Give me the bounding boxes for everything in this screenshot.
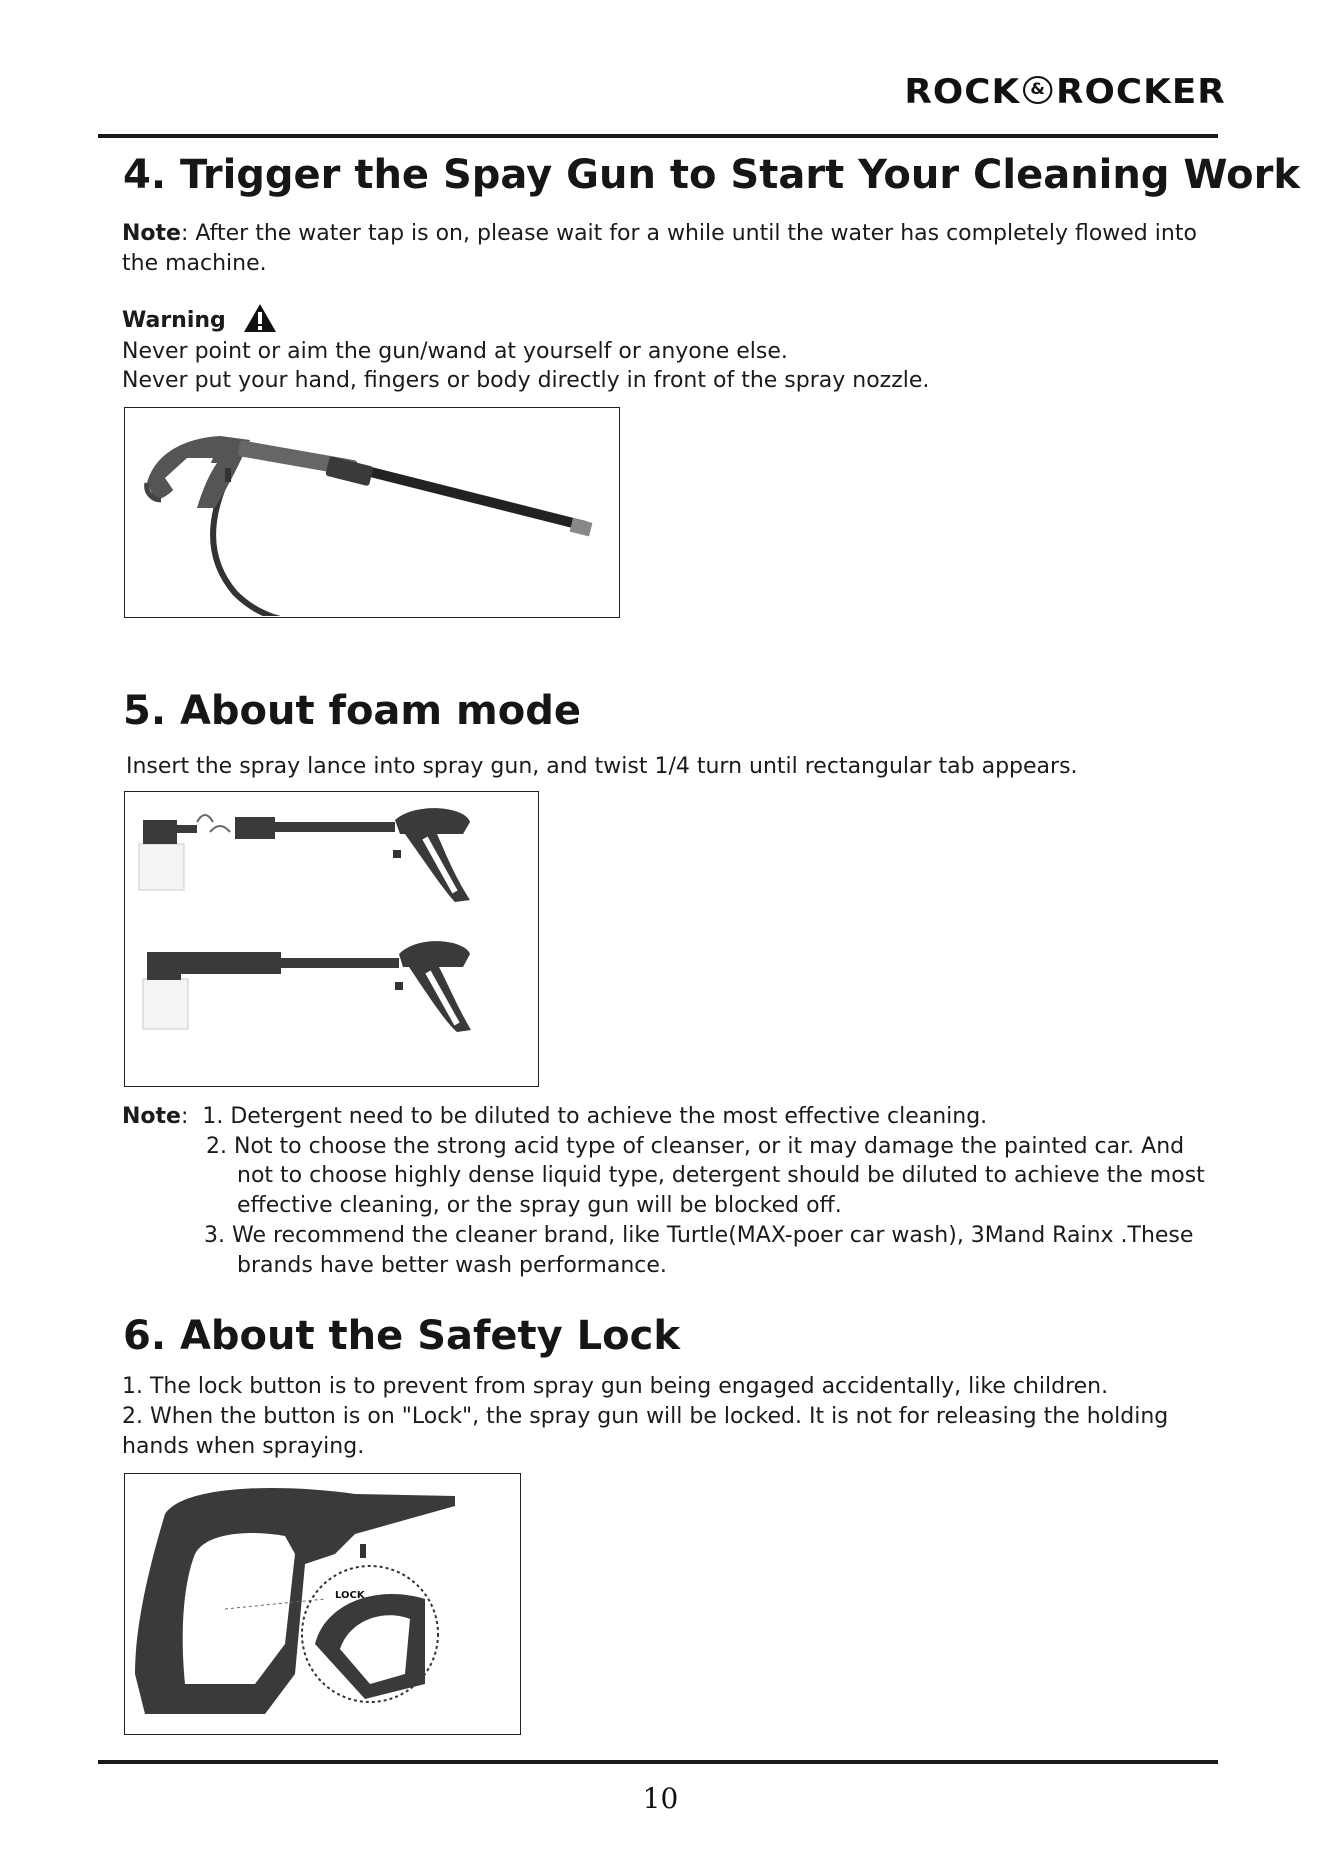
warning-triangle-icon	[243, 303, 277, 333]
note-label: Note	[122, 221, 181, 246]
foam-illustration	[125, 792, 537, 1085]
section5-intro: Insert the spray lance into spray gun, and twist 1/4 turn until rectangular tab appears.	[126, 754, 1078, 779]
warning-label: Warning	[122, 308, 226, 333]
brand-amp: &	[1023, 76, 1052, 104]
lock-label: LOCK	[335, 1590, 365, 1601]
section4-note	[122, 219, 1197, 249]
section5-note-row-1: Note: 1. Detergent need to be diluted to achieve the most effective cleaning.	[122, 1104, 988, 1129]
safety-lock-illustration	[125, 1474, 519, 1733]
section5-title: 5. About foam mode	[123, 688, 581, 734]
brand-logo	[904, 72, 1225, 112]
brand-right: ROCKER	[1055, 72, 1226, 112]
note-item: effective cleaning, or the spray gun will be blocked off.	[237, 1193, 842, 1218]
spray-gun-image	[124, 407, 620, 618]
note-item: not to choose highly dense liquid type, detergent should be diluted to achieve the most	[237, 1163, 1205, 1188]
brand-left: ROCK	[904, 72, 1021, 112]
spray-gun-illustration	[125, 408, 618, 616]
warning-line-1: Never point or aim the gun/wand at yourself or anyone else.	[122, 339, 788, 364]
note-item: 1. Detergent need to be diluted to achieve the most effective cleaning.	[202, 1104, 988, 1129]
section5-note-label: Note	[122, 1104, 181, 1129]
foam-mode-image	[124, 791, 539, 1087]
note-text: : After the water tap is on, please wait for a while until the water has completely flowed into	[180, 221, 1197, 246]
unlock-label: UNLOCK	[187, 1608, 234, 1619]
section4-title: 4. Trigger the Spay Gun to Start Your Cleaning Work	[123, 152, 1300, 198]
safety-lock-image	[124, 1473, 521, 1735]
note-item: brands have better wash performance.	[237, 1253, 667, 1278]
section6-title: 6. About the Safety Lock	[123, 1313, 680, 1359]
note-item: 2. Not to choose the strong acid type of cleanser, or it may damage the painted car. And	[206, 1134, 1185, 1159]
header-rule	[98, 134, 1218, 138]
footer-rule	[98, 1760, 1218, 1764]
section6-line-3: hands when spraying.	[122, 1434, 365, 1459]
section4-note-cont: the machine.	[122, 251, 267, 276]
warning-heading	[122, 306, 277, 336]
section6-line-2: 2. When the button is on "Lock", the spray gun will be locked. It is not for releasing the holding	[122, 1404, 1169, 1429]
warning-line-2: Never put your hand, fingers or body directly in front of the spray nozzle.	[122, 368, 930, 393]
note-item: 3. We recommend the cleaner brand, like Turtle(MAX-poer car wash), 3Mand Rainx .These	[204, 1223, 1194, 1248]
page-number: 10	[642, 1782, 679, 1815]
section6-line-1: 1. The lock button is to prevent from spray gun being engaged accidentally, like children.	[122, 1374, 1109, 1399]
